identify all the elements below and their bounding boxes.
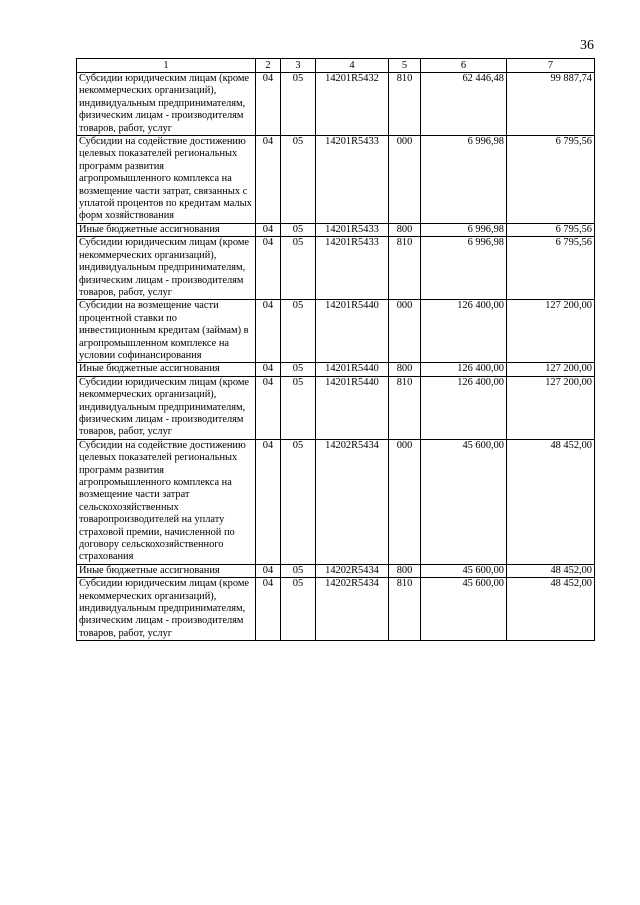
row-subsection: 05 [281, 73, 316, 136]
row-sum-col7: 48 452,00 [507, 578, 595, 641]
header-col-3: 3 [281, 59, 316, 73]
row-target-article: 14201R5440 [316, 300, 389, 363]
row-subsection: 05 [281, 564, 316, 577]
row-sum-col7: 48 452,00 [507, 439, 595, 564]
row-sum-col7: 127 200,00 [507, 363, 595, 376]
budget-table [76, 58, 595, 641]
row-section: 04 [256, 300, 281, 363]
row-section: 04 [256, 136, 281, 224]
table-row [77, 73, 595, 136]
row-subsection: 05 [281, 223, 316, 236]
row-sum-col7: 127 200,00 [507, 376, 595, 439]
header-col-6: 6 [421, 59, 507, 73]
table-row [77, 578, 595, 641]
row-target-article: 14201R5432 [316, 73, 389, 136]
row-sum-col7: 6 795,56 [507, 237, 595, 300]
row-name: Иные бюджетные ассигнования [77, 223, 256, 236]
row-sum-col7: 6 795,56 [507, 223, 595, 236]
row-name: Субсидии на возмещение части процентной ставки по инвестиционным кредитам (займам) в агропромышленном комплексе на условии софинансирования [77, 300, 256, 363]
row-subsection: 05 [281, 136, 316, 224]
row-sum-col6: 45 600,00 [421, 439, 507, 564]
row-target-article: 14202R5434 [316, 439, 389, 564]
row-target-article: 14201R5440 [316, 376, 389, 439]
row-target-article: 14202R5434 [316, 564, 389, 577]
table-row [77, 363, 595, 376]
row-name: Субсидии юридическим лицам (кроме некоммерческих организаций), индивидуальным предпринимателям, физическим лицам - производителям товаров, работ, услуг [77, 73, 256, 136]
table-row [77, 237, 595, 300]
table-row [77, 300, 595, 363]
table-row [77, 439, 595, 564]
row-section: 04 [256, 564, 281, 577]
row-target-article: 14201R5433 [316, 136, 389, 224]
row-subsection: 05 [281, 439, 316, 564]
row-section: 04 [256, 223, 281, 236]
row-target-article: 14201R5433 [316, 223, 389, 236]
row-sum-col6: 6 996,98 [421, 136, 507, 224]
row-sum-col6: 126 400,00 [421, 363, 507, 376]
row-target-article: 14201R5440 [316, 363, 389, 376]
row-sum-col7: 6 795,56 [507, 136, 595, 224]
header-col-5: 5 [389, 59, 421, 73]
row-expense-type: 810 [389, 376, 421, 439]
row-sum-col6: 45 600,00 [421, 578, 507, 641]
header-col-7: 7 [507, 59, 595, 73]
row-expense-type: 800 [389, 223, 421, 236]
row-subsection: 05 [281, 300, 316, 363]
table-row [77, 376, 595, 439]
row-sum-col7: 48 452,00 [507, 564, 595, 577]
row-sum-col6: 6 996,98 [421, 237, 507, 300]
table-row [77, 564, 595, 577]
row-sum-col6: 62 446,48 [421, 73, 507, 136]
header-col-2: 2 [256, 59, 281, 73]
row-target-article: 14201R5433 [316, 237, 389, 300]
table-row [77, 136, 595, 224]
row-expense-type: 000 [389, 136, 421, 224]
row-section: 04 [256, 363, 281, 376]
row-expense-type: 800 [389, 564, 421, 577]
row-section: 04 [256, 73, 281, 136]
row-name: Субсидии юридическим лицам (кроме некоммерческих организаций), индивидуальным предпринимателям, физическим лицам - производителям товаров, работ, услуг [77, 376, 256, 439]
row-subsection: 05 [281, 237, 316, 300]
row-section: 04 [256, 439, 281, 564]
row-section: 04 [256, 578, 281, 641]
row-subsection: 05 [281, 363, 316, 376]
row-section: 04 [256, 376, 281, 439]
row-expense-type: 800 [389, 363, 421, 376]
row-expense-type: 000 [389, 439, 421, 564]
row-name: Субсидии юридическим лицам (кроме некоммерческих организаций), индивидуальным предпринимателям, физическим лицам - производителям товаров, работ, услуг [77, 237, 256, 300]
row-sum-col6: 126 400,00 [421, 376, 507, 439]
page-number: 36 [580, 38, 594, 53]
row-target-article: 14202R5434 [316, 578, 389, 641]
row-section: 04 [256, 237, 281, 300]
row-sum-col6: 6 996,98 [421, 223, 507, 236]
row-name: Субсидии на содействие достижению целевых показателей региональных программ развития агропромышленного комплекса на возмещение части затрат сельскохозяйственных товаропроизводителей на уплату страховой премии, начисленной по договору сельскохозяйственного страхования [77, 439, 256, 564]
table-header-row [77, 59, 595, 73]
row-expense-type: 000 [389, 300, 421, 363]
row-sum-col7: 99 887,74 [507, 73, 595, 136]
row-sum-col6: 45 600,00 [421, 564, 507, 577]
row-expense-type: 810 [389, 73, 421, 136]
row-sum-col6: 126 400,00 [421, 300, 507, 363]
table-row [77, 223, 595, 236]
row-name: Субсидии на содействие достижению целевых показателей региональных программ развития агропромышленного комплекса на возмещение части затрат, связанных с уплатой процентов по кредитам малых форм хозяйствования [77, 136, 256, 224]
row-expense-type: 810 [389, 578, 421, 641]
row-sum-col7: 127 200,00 [507, 300, 595, 363]
header-col-1: 1 [77, 59, 256, 73]
row-name: Субсидии юридическим лицам (кроме некоммерческих организаций), индивидуальным предпринимателям, физическим лицам - производителям товаров, работ, услуг [77, 578, 256, 641]
header-col-4: 4 [316, 59, 389, 73]
row-name: Иные бюджетные ассигнования [77, 363, 256, 376]
row-subsection: 05 [281, 376, 316, 439]
row-expense-type: 810 [389, 237, 421, 300]
row-subsection: 05 [281, 578, 316, 641]
row-name: Иные бюджетные ассигнования [77, 564, 256, 577]
